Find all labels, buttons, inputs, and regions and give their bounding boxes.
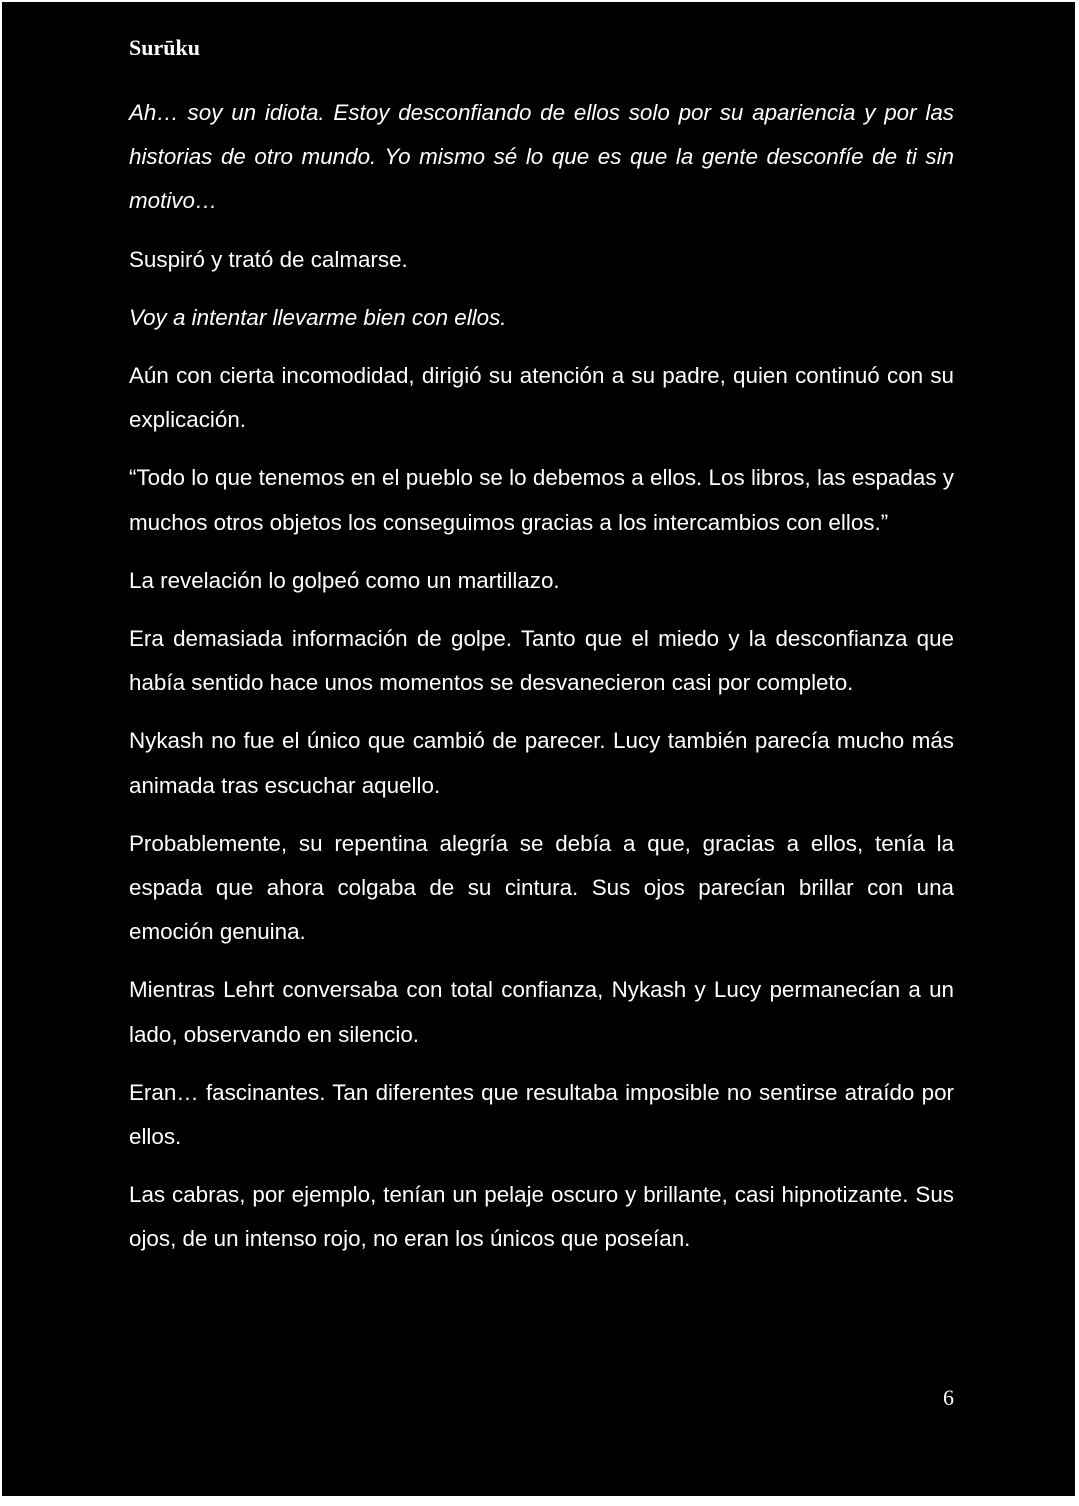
running-header: Surūku	[129, 35, 200, 60]
paragraph: La revelación lo golpeó como un martillazo.	[129, 567, 560, 593]
document-page	[2, 2, 1075, 1496]
paragraph-thought-2: Voy a intentar llevarme bien con ellos.	[129, 304, 507, 330]
paragraph: Era demasiada información de golpe. Tanto que el miedo y la desconfianza que había sentido hace unos momentos se desvanecieron casi por completo.	[129, 626, 954, 696]
paragraph: Probablemente, su repentina alegría se debía a que, gracias a ellos, tenía la espada que ahora colgaba de su cintura. Sus ojos parecían brillar con una emoción genuina.	[129, 830, 954, 945]
paragraph: Aún con cierta incomodidad, dirigió su atención a su padre, quien continuó con su explicación.	[129, 363, 954, 433]
paragraph: Suspiró y trató de calmarse.	[129, 246, 408, 272]
paragraph: Eran… fascinantes. Tan diferentes que resultaba imposible no sentirse atraído por ellos.	[129, 1079, 954, 1150]
paragraph: Las cabras, por ejemplo, tenían un pelaje oscuro y brillante, casi hipnotizante. Sus ojos, de un intenso rojo, no eran los únicos que poseían.	[129, 1182, 954, 1252]
paragraph-dialogue: “Todo lo que tenemos en el pueblo se lo debemos a ellos. Los libros, las espadas y muchos otros objetos los conseguimos gracias a los intercambios con ellos.”	[129, 465, 954, 535]
paragraph: Mientras Lehrt conversaba con total confianza, Nykash y Lucy permanecían a un lado, observando en silencio.	[129, 977, 954, 1047]
body-text	[129, 91, 954, 1276]
paragraph: Nykash no fue el único que cambió de parecer. Lucy también parecía mucho más animada tras escuchar aquello.	[129, 728, 954, 798]
paragraph-thought-1: Ah… soy un idiota. Estoy desconfiando de ellos solo por su apariencia y por las historias de otro mundo. Yo mismo sé lo que es que la gente desconfíe de ti sin motivo…	[129, 100, 954, 214]
page-number: 6	[943, 1385, 954, 1410]
